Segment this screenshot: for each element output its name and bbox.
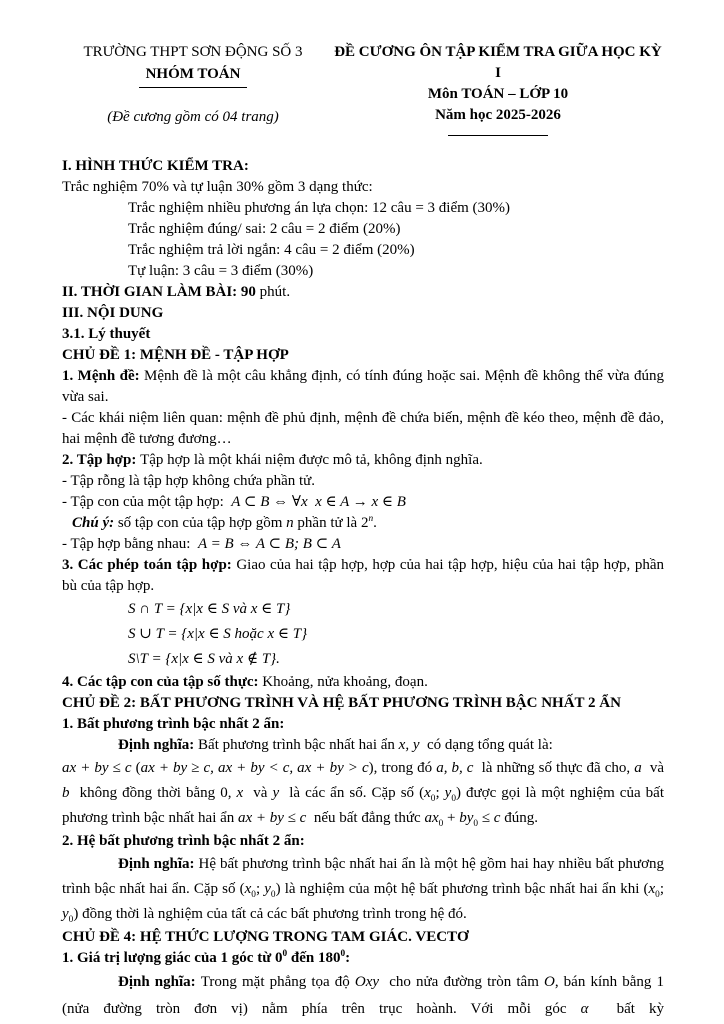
text-segment: ) (275, 881, 281, 897)
text-segment: đồng thời là nghiệm của tất cả các bất phương trình trong hệ đó. (78, 906, 467, 922)
text-segment: y (272, 785, 280, 801)
text-segment: I. HÌNH THỨC KIỂM TRA: (62, 158, 249, 174)
document-line (62, 450, 664, 471)
document-line (62, 852, 668, 927)
document-line (62, 735, 664, 756)
text-segment: ( (239, 881, 245, 897)
text-segment: 0 (473, 819, 479, 829)
group-name-row (62, 63, 324, 88)
text-segment: là các ẩn số. Cặp số (279, 785, 420, 801)
text-segment: Giao của hai tập hợp, hợp của hai tập hợp, hiệu của hai tập hợp, phần bù của tập hợp. (62, 557, 668, 594)
text-segment: x, y (398, 737, 420, 753)
document-title: ĐỀ CƯƠNG ÔN TẬP KIỂM TRA GIỮA HỌC KỲ I (334, 44, 662, 81)
text-segment: by (459, 810, 474, 826)
text-segment: b (62, 785, 70, 801)
text-segment: A ⊂ B ⇔ ∀x x ∈ A → x ∈ B (231, 494, 406, 510)
text-segment: và (243, 785, 273, 801)
title-underline (448, 135, 548, 136)
text-segment: y (444, 785, 452, 801)
header-left-block (62, 42, 324, 136)
text-segment: ax + by ≤ c (62, 760, 132, 776)
pages-note: (Đề cương gồm có 04 trang) (107, 109, 279, 125)
text-segment: ) (73, 906, 79, 922)
document-line (62, 492, 664, 513)
text-segment: Trắc nghiệm trả lời ngắn: 4 câu = 2 điểm (20%) (128, 242, 415, 258)
document-line (62, 831, 664, 852)
document-header (62, 42, 664, 136)
text-segment: Bất phương trình bậc nhất hai ẩn (198, 737, 399, 753)
text-segment: 1. Bất phương trình bậc nhất 2 ẩn: (62, 716, 285, 732)
document-line (62, 261, 664, 282)
document-line (62, 471, 664, 492)
topic-4-heading (62, 927, 664, 948)
text-segment: 0 (438, 819, 444, 829)
text-segment: ax (424, 810, 439, 826)
subject-line: Môn TOÁN – LỚP 10 (427, 86, 569, 102)
text-segment: phần tử là (293, 515, 361, 531)
text-segment: ; (435, 785, 445, 801)
text-segment: - Tập hợp bằng nhau: (62, 536, 198, 552)
text-segment: : (345, 950, 351, 966)
text-segment: O (543, 974, 555, 990)
text-segment: - Tập rỗng là tập hợp không chứa phần tử. (62, 473, 316, 489)
text-segment: II. THỜI GIAN LÀM BÀI: 90 (62, 284, 256, 300)
text-segment: S\T = {x|x ∈ S và x ∉ T}. (128, 651, 280, 667)
text-segment: 3.1. Lý thuyết (62, 326, 151, 342)
header-right-block (324, 42, 664, 136)
document-line (62, 324, 664, 345)
text-segment: CHỦ ĐỀ 4: HỆ THỨC LƯỢNG TRONG TAM GIÁC. VECTƠ (62, 929, 469, 945)
text-segment: ≤ c (478, 810, 501, 826)
section-2-heading (62, 282, 664, 303)
text-segment: - Các khái niệm liên quan: mệnh đề phủ định, mệnh đề chứa biến, mệnh đề kéo theo, mệnh đề đảo, hai mệnh đề tương đương… (62, 410, 668, 447)
text-segment: có dạng tổng quát là: (419, 737, 553, 753)
text-segment: Trắc nghiệm nhiều phương án lựa chọn: 12 câu = 3 điểm (30%) (128, 200, 511, 216)
text-segment: a (634, 760, 642, 776)
text-segment: Trắc nghiệm 70% và tự luận 30% gồm 3 dạng thức: (62, 179, 373, 195)
text-segment: ( (643, 881, 649, 897)
text-segment: y (264, 881, 271, 897)
text-segment: Tập hợp là một khái niệm được mô tả, không định nghĩa. (140, 452, 483, 468)
text-segment: n (368, 514, 374, 524)
topic-1-heading (62, 345, 664, 366)
section-3-heading (62, 303, 664, 324)
document-line (62, 622, 664, 647)
text-segment: Trắc nghiệm đúng/ sai: 2 câu = 2 điểm (20%) (128, 221, 401, 237)
text-segment: 0 (270, 890, 276, 900)
text-segment: và (641, 760, 668, 776)
text-segment: α (580, 1001, 589, 1017)
text-segment: 3. Các phép toán tập hợp: (62, 557, 237, 573)
school-year: Năm học 2025-2026 (435, 107, 561, 123)
text-segment: + (443, 810, 460, 826)
document-line (62, 555, 668, 597)
document-line (62, 672, 664, 693)
text-segment: 1. Giá trị lượng giác của 1 góc từ 0 (62, 950, 283, 966)
document-line (62, 647, 664, 672)
text-segment: Khoảng, nửa khoảng, đoạn. (262, 674, 428, 690)
text-segment: a, b, c (436, 760, 474, 776)
text-segment: A = B ⇔ A ⊂ B; B ⊂ A (197, 536, 341, 552)
text-segment: S ∪ T = {x|x ∈ S hoặc x ∈ T} (128, 626, 308, 642)
group-name: NHÓM TOÁN (139, 64, 248, 88)
text-segment: ; (659, 881, 668, 897)
text-segment: ; (255, 881, 265, 897)
text-segment: là những số thực đã cho, (473, 760, 635, 776)
document-line (62, 198, 664, 219)
text-segment: 2. Hệ bất phương trình bậc nhất 2 ẩn: (62, 833, 305, 849)
text-segment: ( (419, 785, 425, 801)
text-segment: CHỦ ĐỀ 2: BẤT PHƯƠNG TRÌNH VÀ HỆ BẤT PHƯƠNG TRÌNH BẬC NHẤT 2 ẨN (62, 695, 621, 711)
text-segment: bất kỳ (588, 1001, 664, 1017)
text-segment: nếu bất đẳng thức (306, 810, 425, 826)
text-segment: Chú ý: (72, 515, 118, 531)
text-segment: 2. Tập hợp: (62, 452, 141, 468)
document-line (62, 534, 664, 555)
text-segment: đến 180 (287, 950, 341, 966)
text-segment: được gọi là một nghiệm của bất phương trình bậc nhất hai ẩn (62, 785, 668, 826)
text-segment: ax + by ≥ c, ax + by < c, ax + by > c (140, 760, 369, 776)
text-segment: Định nghĩa: (118, 974, 201, 990)
text-segment: là nghiệm của một hệ bất phương trình bậc nhất hai ẩn khi (280, 881, 644, 897)
document-line (62, 240, 664, 261)
text-segment: Tự luận: 3 câu = 3 điểm (30%) (128, 263, 314, 279)
text-segment: 0 (282, 949, 288, 959)
text-segment: ( (131, 760, 141, 776)
text-segment: III. NỘI DUNG (62, 305, 164, 321)
text-segment: y (62, 906, 69, 922)
text-segment: 0 (655, 890, 660, 900)
text-segment: đúng. (500, 810, 538, 826)
document-line (62, 948, 664, 969)
text-segment: phút. (255, 284, 291, 300)
text-segment: không đồng thời bằng 0, (69, 785, 237, 801)
text-segment: S ∩ T = {x|x ∈ S và x ∈ T} (128, 601, 291, 617)
document-line (62, 366, 668, 408)
text-segment: , bán kính bằng 1 (nửa đường tròn đơn vị) nằm phía trên trục hoành. Với mỗi góc (62, 974, 668, 1017)
text-segment: số tập con của tập hợp gồm (117, 515, 287, 531)
document-line (62, 969, 668, 1023)
document-line (62, 513, 664, 534)
text-segment: 0 (251, 890, 256, 900)
text-segment: Định nghĩa: (118, 737, 199, 753)
text-segment: 0 (430, 794, 436, 804)
text-segment: 0 (68, 915, 74, 925)
text-segment: 0 (340, 949, 346, 959)
text-segment: ), trong đó (368, 760, 437, 776)
text-segment: - Tập con của một tập hợp: (62, 494, 232, 510)
text-segment: CHỦ ĐỀ 1: MỆNH ĐỀ - TẬP HỢP (62, 347, 289, 363)
text-segment: x (424, 785, 431, 801)
text-segment: . (373, 515, 377, 531)
document-body (62, 156, 668, 1023)
text-segment: 2 (360, 515, 369, 531)
text-segment: ) (455, 785, 461, 801)
school-name: TRƯỜNG THPT SƠN ĐỘNG SỐ 3 (83, 44, 303, 60)
text-segment: n (286, 515, 294, 531)
text-segment: Hệ bất phương trình bậc nhất hai ẩn là một hệ gồm hai hay nhiều bất phương trình bậc nhất hai ẩn. Cặp số (62, 856, 668, 897)
document-line (62, 756, 668, 831)
section-1-heading (62, 156, 664, 177)
document-line (62, 597, 664, 622)
text-segment: x (244, 881, 252, 897)
text-segment: 0 (451, 794, 456, 804)
text-segment: x (648, 881, 656, 897)
text-segment: Trong mặt phẳng tọa độ (200, 974, 355, 990)
topic-2-heading (62, 693, 664, 714)
text-segment: Oxy (354, 974, 380, 990)
text-segment: Mệnh đề là một câu khẳng định, có tính đúng hoặc sai. Mệnh đề không thể vừa đúng vừa sai. (62, 368, 668, 405)
document-line (62, 408, 668, 450)
document-line (62, 219, 664, 240)
text-segment: x (236, 785, 244, 801)
document-line (62, 714, 664, 735)
text-segment: ax + by ≤ c (238, 810, 307, 826)
text-segment: 4. Các tập con của tập số thực: (62, 674, 263, 690)
text-segment: cho nửa đường tròn tâm (379, 974, 544, 990)
text-segment: 1. Mệnh đề: (62, 368, 145, 384)
text-segment: Định nghĩa: (118, 856, 199, 872)
document-line (62, 177, 664, 198)
